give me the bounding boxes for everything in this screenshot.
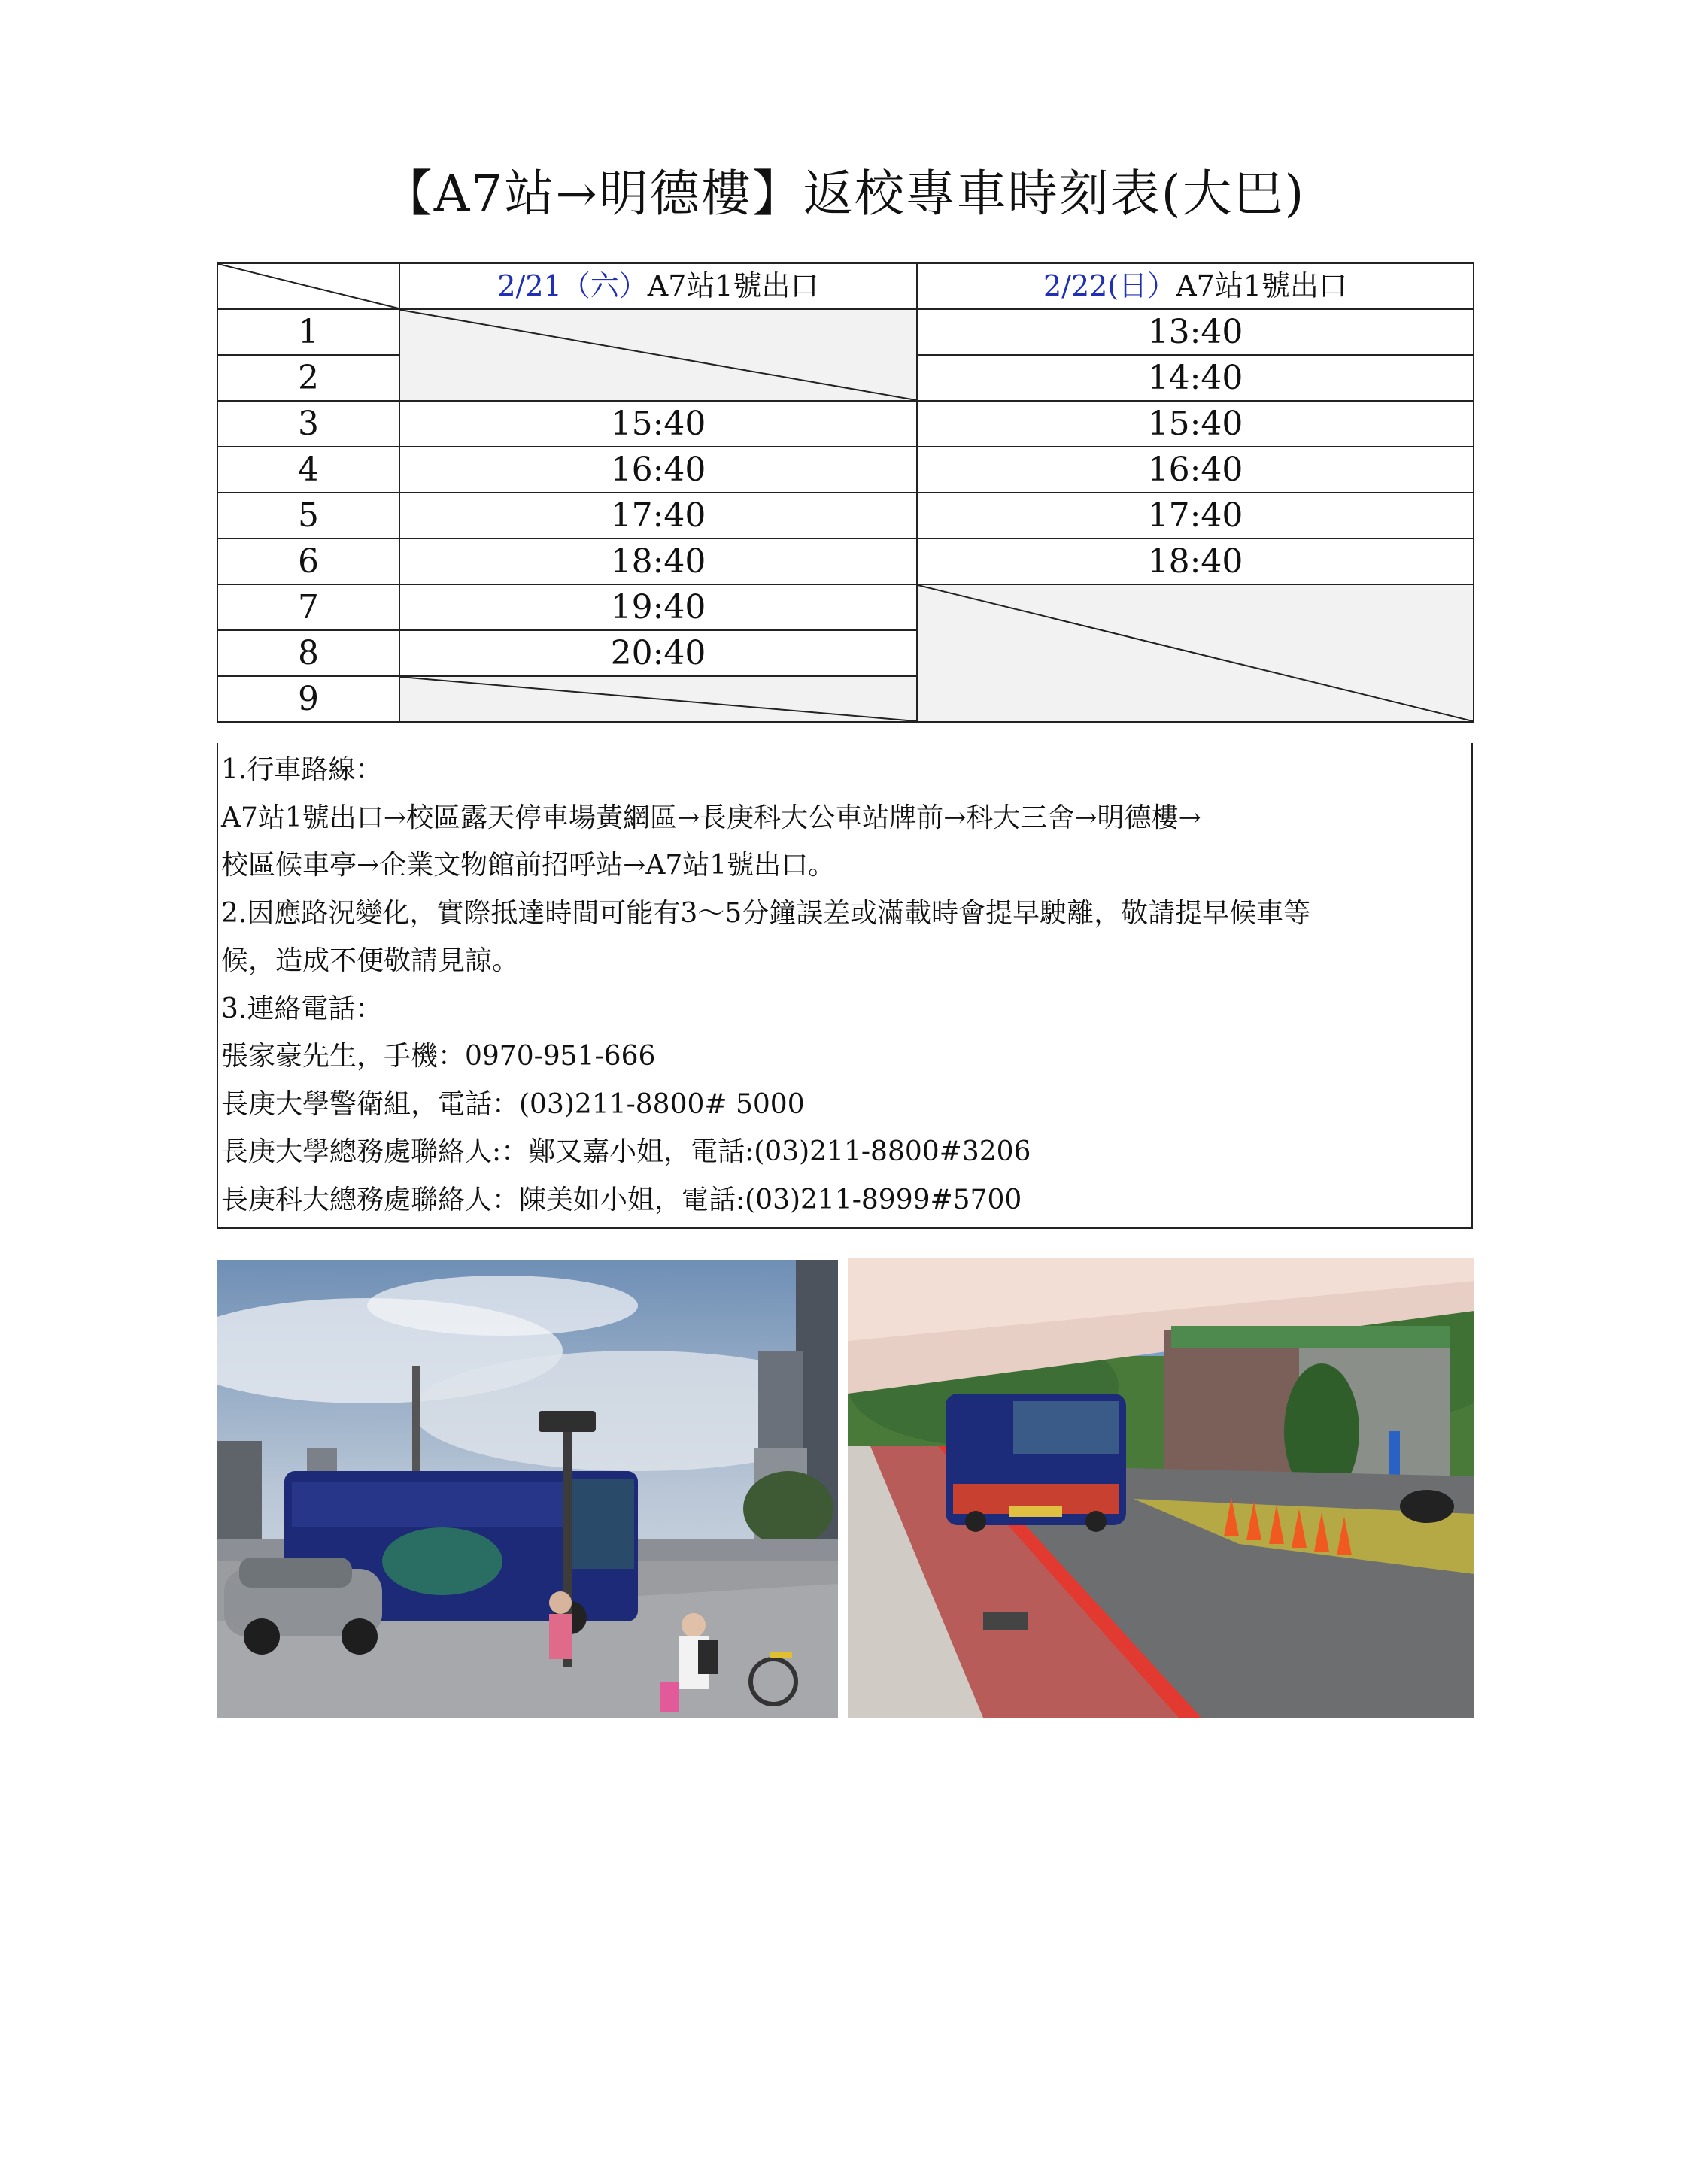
- table-header-row: [217, 263, 1474, 309]
- time-cell-sun: 16:40: [917, 447, 1474, 493]
- row-number: 9: [217, 676, 399, 722]
- page-title: 【A7站→明德樓】返校專車時刻表(大巴): [382, 165, 1306, 223]
- note-line: 張家豪先生，手機：0970-951-666: [221, 1041, 656, 1072]
- note-line: A7站1號出口→校區露天停車場黃網區→長庚科大公車站牌前→科大三舍→明德樓→: [221, 802, 1201, 833]
- corner-cell: [217, 263, 399, 309]
- time-cell-sun: 15:40: [917, 401, 1474, 447]
- time-cell-sat: 16:40: [399, 447, 917, 493]
- time-cell-sat: 17:40: [399, 493, 917, 538]
- col-header-sat-stop: A7站1號出口: [647, 269, 819, 302]
- note-line: 長庚科大總務處聯絡人：陳美如小姐，電話:(03)211-8999#5700: [221, 1184, 1022, 1215]
- col-header-sun-stop: A7站1號出口: [1176, 269, 1347, 302]
- col-header-sat-date: 2/21（六）: [497, 269, 648, 302]
- col-header-sun: [917, 263, 1474, 309]
- schedule-table: [217, 262, 1474, 723]
- time-cell-sun: 13:40: [917, 309, 1474, 355]
- time-cell-sun: 17:40: [917, 493, 1474, 538]
- time-cell-sun: 18:40: [917, 538, 1474, 584]
- table-row: [217, 401, 1474, 447]
- empty-cell-sat-1-2: [399, 309, 917, 401]
- note-line: 長庚大學總務處聯絡人:：鄭又嘉小姐，電話:(03)211-8800#3206: [221, 1136, 1031, 1167]
- time-cell-sat: 15:40: [399, 401, 917, 447]
- empty-cell-sat-9: [399, 676, 917, 722]
- row-number: 1: [217, 309, 399, 355]
- bus-stop-photo: [217, 1260, 838, 1718]
- empty-cell-sun-7-9: [917, 584, 1474, 722]
- time-cell-sat: 18:40: [399, 538, 917, 584]
- time-cell-sun: 14:40: [917, 355, 1474, 401]
- notes-box: [217, 743, 1473, 1229]
- row-number: 3: [217, 401, 399, 447]
- time-cell-sat: 20:40: [399, 630, 917, 676]
- row-number: 6: [217, 538, 399, 584]
- note-line: 3.連絡電話：: [221, 993, 383, 1024]
- note-line: 長庚大學警衛組，電話：(03)211-8800# 5000: [221, 1088, 805, 1120]
- note-line: 候，造成不便敬請見諒。: [221, 945, 520, 976]
- row-number: 8: [217, 630, 399, 676]
- table-row: [217, 447, 1474, 493]
- note-line: 校區候車亭→企業文物館前招呼站→A7站1號出口。: [221, 850, 836, 881]
- bus-driveway-photo: [848, 1258, 1474, 1718]
- table-row: [217, 538, 1474, 584]
- row-number: 4: [217, 447, 399, 493]
- table-row: [217, 309, 1474, 355]
- col-header-sat: [399, 263, 917, 309]
- note-line: 1.行車路線：: [221, 754, 383, 785]
- note-line: 2.因應路況變化，實際抵達時間可能有3～5分鐘誤差或滿載時會提早駛離，敬請提早候車等: [221, 897, 1311, 929]
- row-number: 5: [217, 493, 399, 538]
- table-row: [217, 493, 1474, 538]
- row-number: 7: [217, 584, 399, 630]
- row-number: 2: [217, 355, 399, 401]
- time-cell-sat: 19:40: [399, 584, 917, 630]
- table-row: [217, 584, 1474, 630]
- col-header-sun-date: 2/22(日）: [1043, 269, 1176, 302]
